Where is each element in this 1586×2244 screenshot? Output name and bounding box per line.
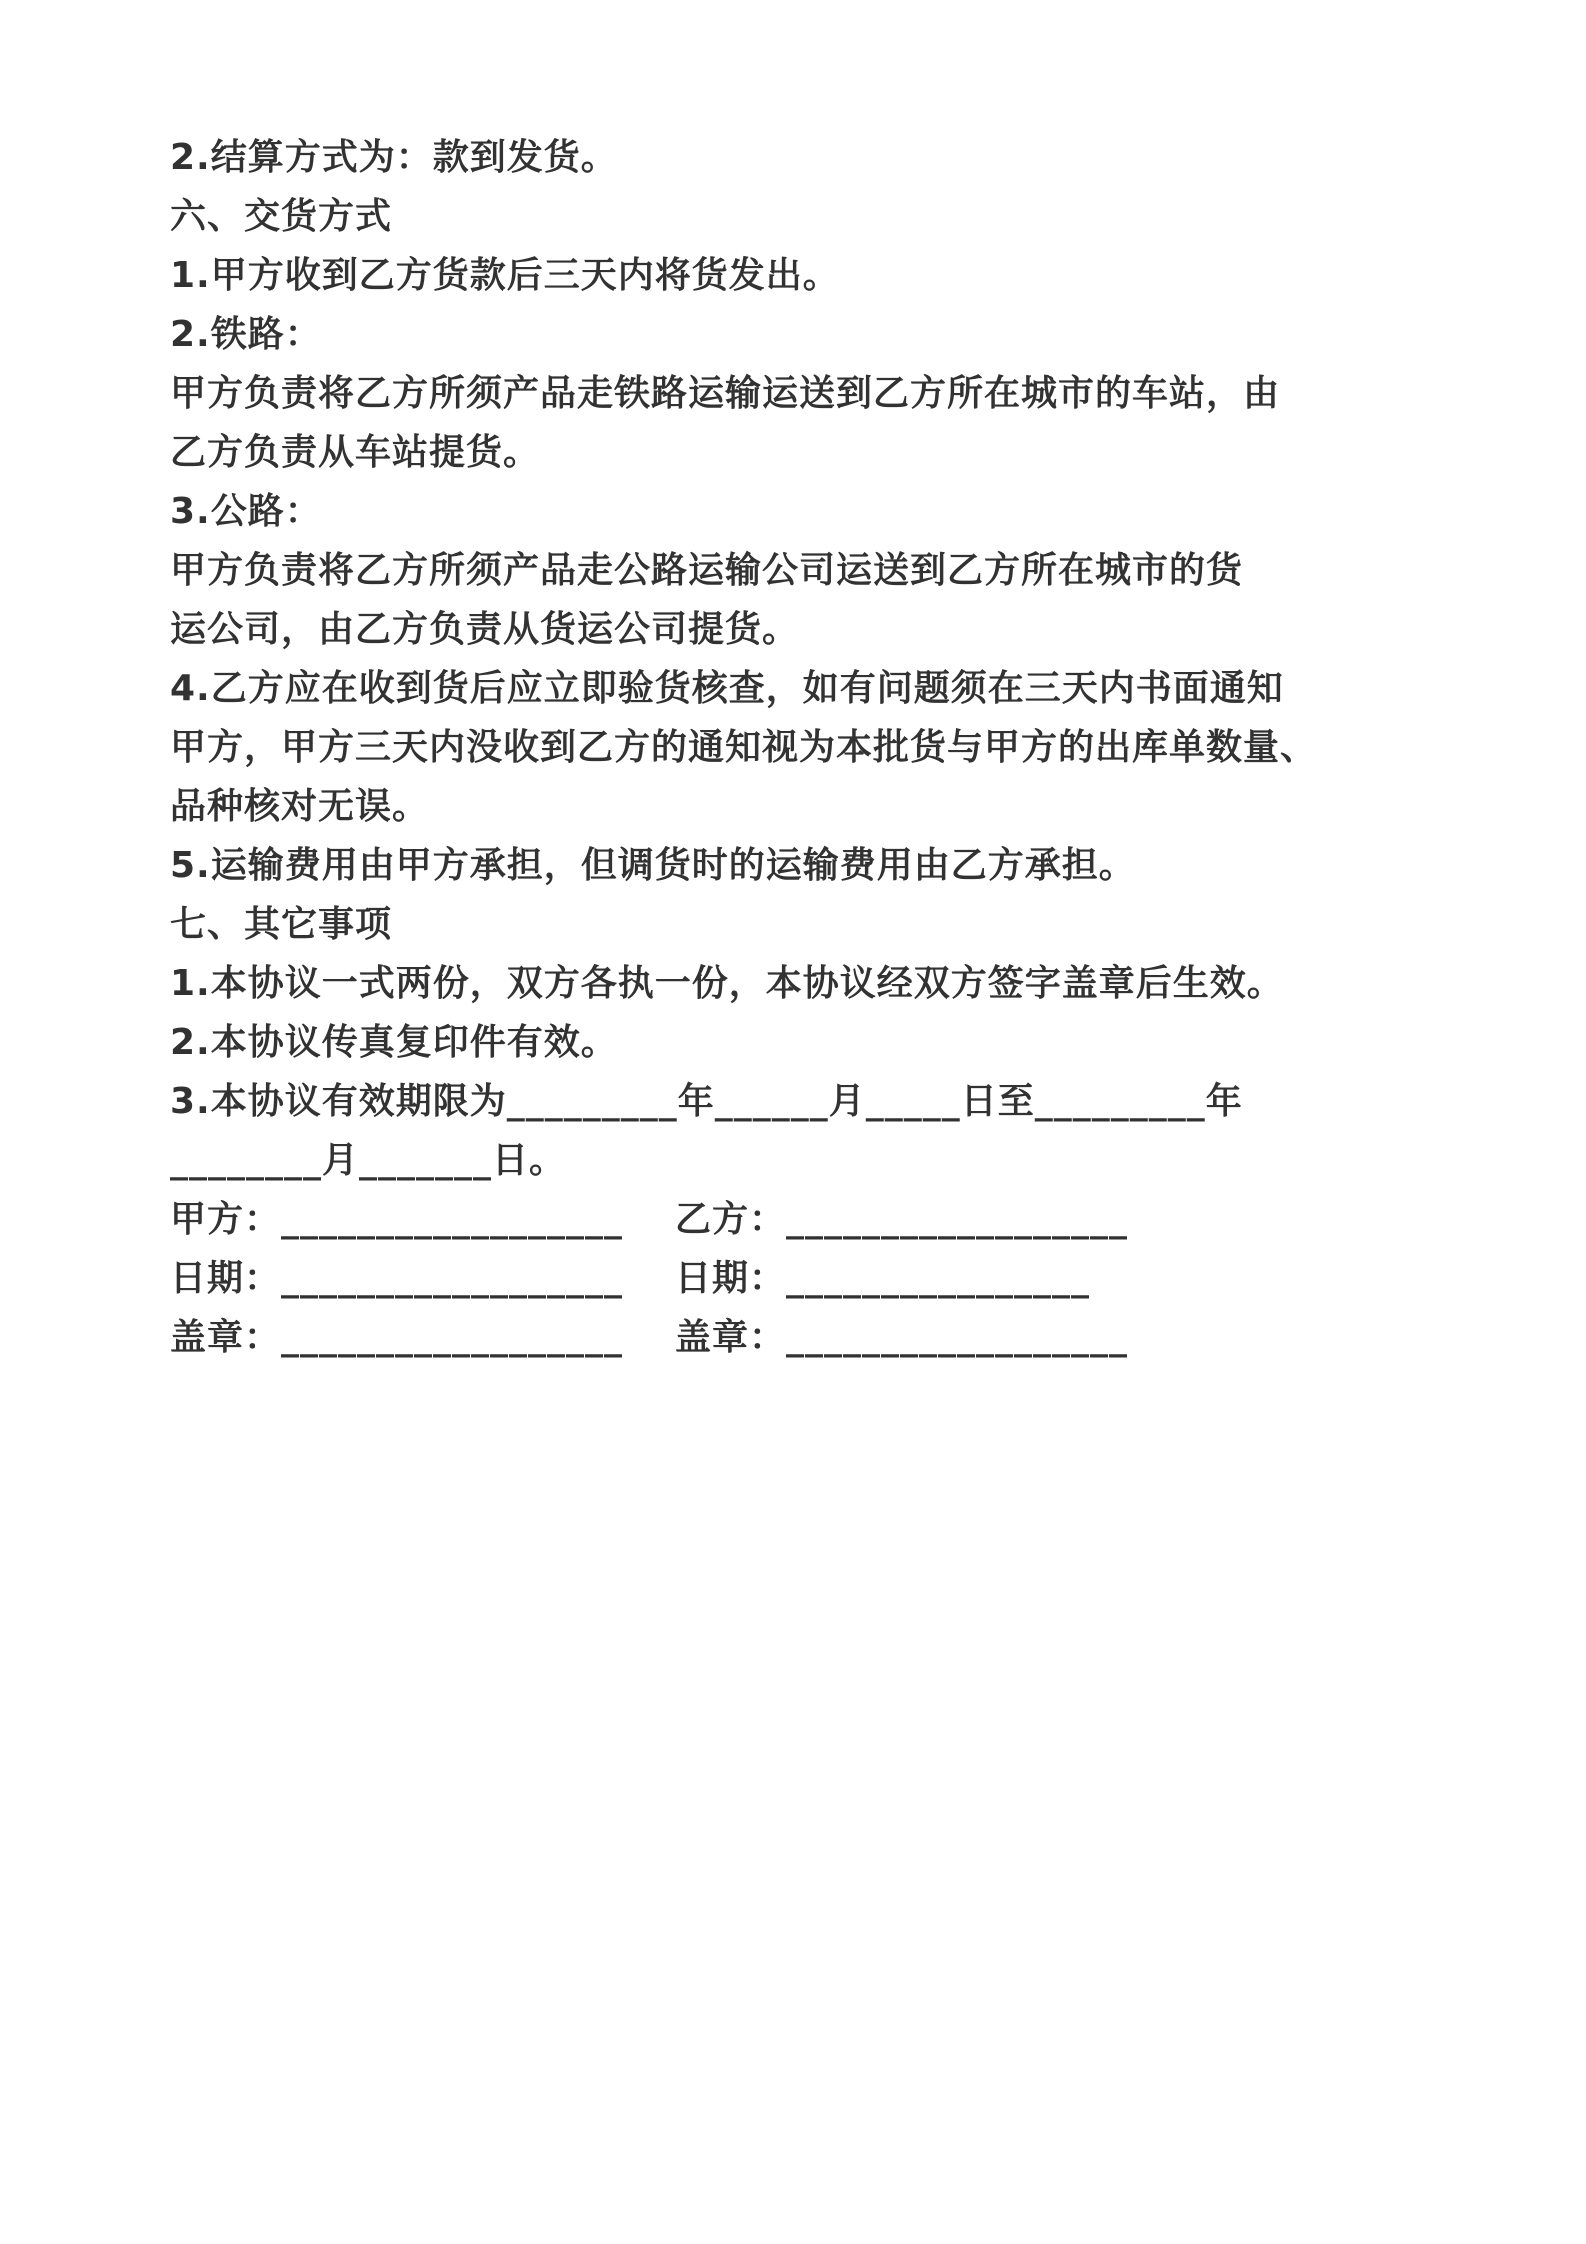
date-b-group	[675, 1249, 1090, 1308]
seal-b-label: 盖章：	[675, 1317, 787, 1358]
signature-row-seal	[170, 1308, 1466, 1367]
party-b-blank-line: __________________	[786, 1199, 1129, 1240]
clause-line: 1.甲方收到乙方货款后三天内将货发出。	[170, 255, 840, 296]
signature-row-party	[170, 1190, 1466, 1249]
clause-line: 1.本协议一式两份，双方各执一份，本协议经双方签字盖章后生效。	[170, 963, 1284, 1004]
clause-line: 5.运输费用由甲方承担，但调货时的运输费用由乙方承担。	[170, 845, 1136, 886]
section-heading-delivery: 六、交货方式	[170, 196, 393, 237]
date-b-label: 日期：	[675, 1258, 787, 1299]
signature-row-date	[170, 1249, 1466, 1308]
party-a-label: 甲方：	[170, 1199, 282, 1240]
party-b-label: 乙方：	[675, 1199, 787, 1240]
clause-line: 甲方负责将乙方所须产品走公路运输公司运送到乙方所在城市的货	[170, 550, 1244, 591]
seal-b-group	[675, 1308, 1128, 1367]
clause-line: 运公司，由乙方负责从货运公司提货。	[170, 609, 800, 650]
clause-line: 2.铁路：	[170, 314, 322, 355]
date-a-group	[170, 1249, 675, 1308]
party-a-blank-line: __________________	[281, 1199, 624, 1240]
clause-line: 乙方负责从车站提货。	[170, 432, 541, 473]
date-b-blank-line: ________________	[786, 1258, 1091, 1299]
seal-a-label: 盖章：	[170, 1317, 282, 1358]
date-a-blank-line: __________________	[281, 1258, 624, 1299]
clause-line: 4.乙方应在收到货后应立即验货核查，如有问题须在三天内书面通知	[170, 668, 1284, 709]
party-b-group	[675, 1190, 1128, 1249]
clause-validity-blank-line: 3.本协议有效期限为_________年______月_____日至_________年	[170, 1081, 1243, 1122]
clause-validity-blank-line-2: ________月_______日。	[170, 1140, 567, 1181]
clause-line: 2.本协议传真复印件有效。	[170, 1022, 618, 1063]
clause-line: 甲方负责将乙方所须产品走铁路运输运送到乙方所在城市的车站，由	[170, 373, 1281, 414]
section-heading-other: 七、其它事项	[170, 904, 393, 945]
clause-line: 品种核对无误。	[170, 786, 430, 827]
seal-a-blank-line: __________________	[281, 1317, 624, 1358]
clause-line: 3.公路：	[170, 491, 322, 532]
seal-a-group	[170, 1308, 675, 1367]
clause-payment-method: 2.结算方式为：款到发货。	[170, 137, 618, 178]
clause-line: 甲方，甲方三天内没收到乙方的通知视为本批货与甲方的出库单数量、	[170, 727, 1318, 768]
seal-b-blank-line: __________________	[786, 1317, 1129, 1358]
party-a-group	[170, 1190, 675, 1249]
date-a-label: 日期：	[170, 1258, 282, 1299]
contract-body	[170, 128, 1466, 1367]
